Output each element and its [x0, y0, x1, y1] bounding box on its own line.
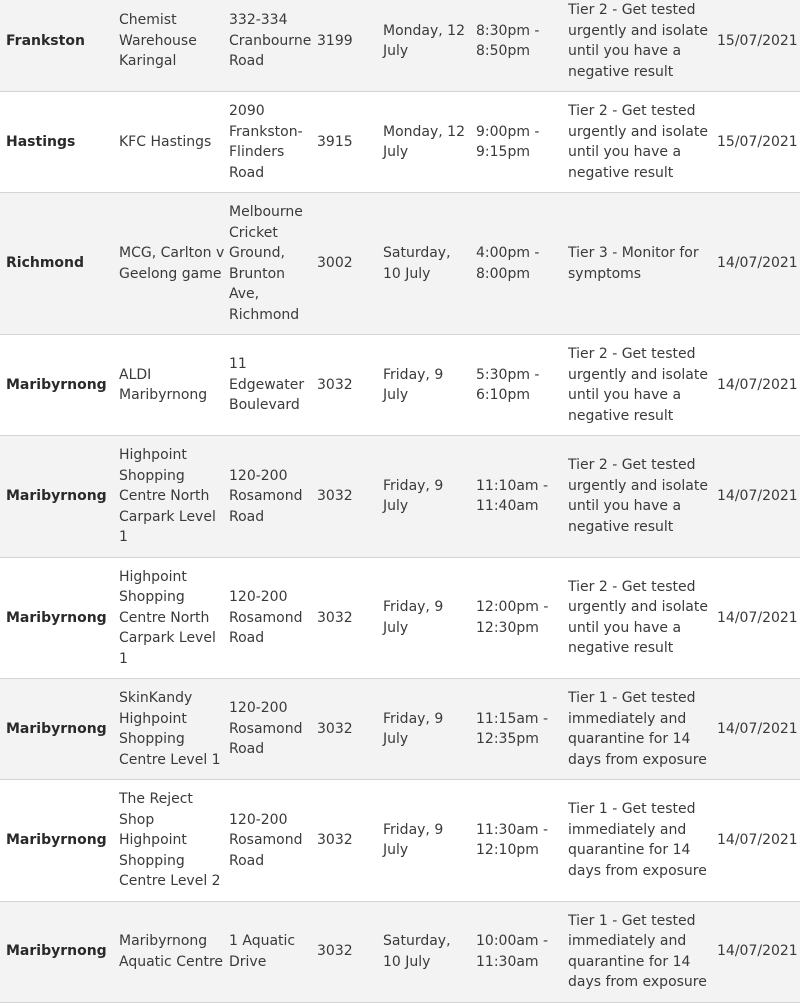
date-added-cell: 14/07/2021 — [716, 557, 800, 679]
postcode-cell: 3032 — [313, 780, 377, 902]
site-name-cell: Chemist Warehouse Karingal — [113, 0, 225, 92]
postcode-cell: 3032 — [313, 679, 377, 780]
exposure-date-cell: Friday, 9 July — [377, 780, 472, 902]
exposure-time-cell: 5:30pm - 6:10pm — [472, 335, 563, 436]
exposure-time-cell: 8:30pm - 8:50pm — [472, 0, 563, 92]
suburb-cell: Maribyrnong — [0, 901, 113, 1002]
postcode-cell: 3915 — [313, 92, 377, 193]
address-cell: 11 Edgewater Boulevard — [225, 335, 313, 436]
suburb-cell: Frankston — [0, 0, 113, 92]
exposure-date-cell: Monday, 12 July — [377, 92, 472, 193]
table-row — [0, 901, 800, 1002]
site-name-cell: SkinKandy Highpoint Shopping Centre Level 1 — [113, 679, 225, 780]
health-advice-cell: Tier 1 - Get tested immediately and quarantine for 14 days from exposure — [563, 901, 716, 1002]
address-cell: 120-200 Rosamond Road — [225, 557, 313, 679]
health-advice-cell: Tier 2 - Get tested urgently and isolate until you have a negative result — [563, 0, 716, 92]
suburb-cell: Richmond — [0, 193, 113, 335]
table-row — [0, 193, 800, 335]
exposure-time-cell: 11:10am - 11:40am — [472, 436, 563, 558]
site-name-cell: Highpoint Shopping Centre North Carpark Level 1 — [113, 436, 225, 558]
address-cell: 2090 Frankston-Flinders Road — [225, 92, 313, 193]
site-name-cell: MCG, Carlton v Geelong game — [113, 193, 225, 335]
health-advice-cell: Tier 3 - Monitor for symptoms — [563, 193, 716, 335]
exposure-date-cell: Friday, 9 July — [377, 436, 472, 558]
suburb-cell: Hastings — [0, 92, 113, 193]
date-added-cell: 14/07/2021 — [716, 679, 800, 780]
exposure-date-cell: Friday, 9 July — [377, 557, 472, 679]
postcode-cell: 3199 — [313, 0, 377, 92]
table-row — [0, 557, 800, 679]
exposure-time-cell: 10:00am - 11:30am — [472, 901, 563, 1002]
table-row — [0, 780, 800, 902]
exposure-time-cell: 4:00pm - 8:00pm — [472, 193, 563, 335]
health-advice-cell: Tier 1 - Get tested immediately and quarantine for 14 days from exposure — [563, 780, 716, 902]
exposure-date-cell: Saturday, 10 July — [377, 901, 472, 1002]
health-advice-cell: Tier 2 - Get tested urgently and isolate until you have a negative result — [563, 92, 716, 193]
address-cell: 332-334 Cranbourne Road — [225, 0, 313, 92]
exposure-time-cell: 9:00pm - 9:15pm — [472, 92, 563, 193]
date-added-cell: 15/07/2021 — [716, 92, 800, 193]
exposure-time-cell: 12:00pm - 12:30pm — [472, 557, 563, 679]
suburb-cell: Maribyrnong — [0, 679, 113, 780]
date-added-cell: 14/07/2021 — [716, 335, 800, 436]
exposure-date-cell: Friday, 9 July — [377, 335, 472, 436]
date-added-cell: 14/07/2021 — [716, 193, 800, 335]
table-row — [0, 679, 800, 780]
date-added-cell: 15/07/2021 — [716, 0, 800, 92]
suburb-cell: Maribyrnong — [0, 436, 113, 558]
health-advice-cell: Tier 2 - Get tested urgently and isolate until you have a negative result — [563, 557, 716, 679]
date-added-cell: 14/07/2021 — [716, 780, 800, 902]
table-row — [0, 335, 800, 436]
site-name-cell: KFC Hastings — [113, 92, 225, 193]
postcode-cell: 3002 — [313, 193, 377, 335]
suburb-cell: Maribyrnong — [0, 557, 113, 679]
postcode-cell: 3032 — [313, 335, 377, 436]
address-cell: 120-200 Rosamond Road — [225, 780, 313, 902]
exposure-date-cell: Monday, 12 July — [377, 0, 472, 92]
suburb-cell: Maribyrnong — [0, 335, 113, 436]
suburb-cell: Maribyrnong — [0, 780, 113, 902]
table-row — [0, 436, 800, 558]
postcode-cell: 3032 — [313, 557, 377, 679]
exposure-time-cell: 11:30am - 12:10pm — [472, 780, 563, 902]
address-cell: 120-200 Rosamond Road — [225, 679, 313, 780]
site-name-cell: Maribyrnong Aquatic Centre — [113, 901, 225, 1002]
postcode-cell: 3032 — [313, 436, 377, 558]
address-cell: Melbourne Cricket Ground, Brunton Ave, Richmond — [225, 193, 313, 335]
exposure-time-cell: 11:15am - 12:35pm — [472, 679, 563, 780]
date-added-cell: 14/07/2021 — [716, 901, 800, 1002]
date-added-cell: 14/07/2021 — [716, 436, 800, 558]
address-cell: 1 Aquatic Drive — [225, 901, 313, 1002]
exposure-date-cell: Saturday, 10 July — [377, 193, 472, 335]
site-name-cell: Highpoint Shopping Centre North Carpark Level 1 — [113, 557, 225, 679]
health-advice-cell: Tier 1 - Get tested immediately and quarantine for 14 days from exposure — [563, 679, 716, 780]
site-name-cell: ALDI Maribyrnong — [113, 335, 225, 436]
health-advice-cell: Tier 2 - Get tested urgently and isolate until you have a negative result — [563, 335, 716, 436]
postcode-cell: 3032 — [313, 901, 377, 1002]
table-row — [0, 92, 800, 193]
health-advice-cell: Tier 2 - Get tested urgently and isolate until you have a negative result — [563, 436, 716, 558]
site-name-cell: The Reject Shop Highpoint Shopping Centre Level 2 — [113, 780, 225, 902]
address-cell: 120-200 Rosamond Road — [225, 436, 313, 558]
exposure-date-cell: Friday, 9 July — [377, 679, 472, 780]
table-row — [0, 0, 800, 92]
